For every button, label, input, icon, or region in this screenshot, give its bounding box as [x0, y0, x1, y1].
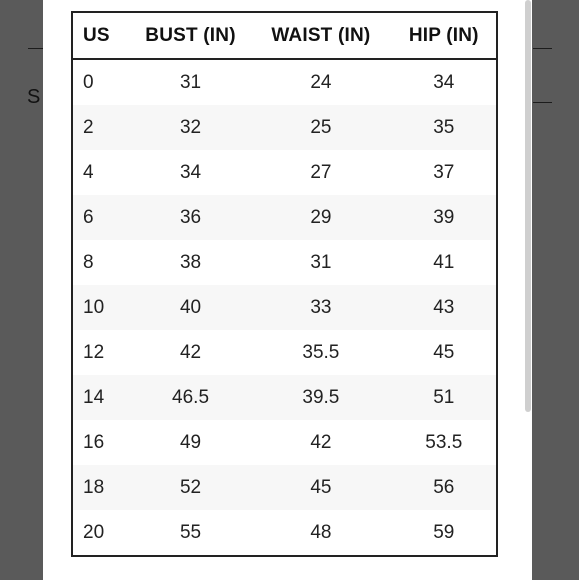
table-cell-waist: 24: [250, 59, 391, 105]
table-cell-hip: 45: [392, 330, 497, 375]
table-cell-hip: 51: [392, 375, 497, 420]
table-cell-bust: 49: [131, 420, 250, 465]
table-cell-waist: 31: [250, 240, 391, 285]
table-cell-us-size: 8: [72, 240, 131, 285]
background-divider-left: [28, 48, 44, 49]
table-cell-waist: 27: [250, 150, 391, 195]
table-cell-hip: 37: [392, 150, 497, 195]
table-cell-waist: 33: [250, 285, 391, 330]
table-row: [72, 465, 497, 510]
table-cell-waist: 42: [250, 420, 391, 465]
table-row: [72, 240, 497, 285]
table-row: [72, 420, 497, 465]
size-chart-body: [72, 59, 497, 556]
table-cell-us-size: 0: [72, 59, 131, 105]
table-cell-us-size: 6: [72, 195, 131, 240]
table-cell-waist: 29: [250, 195, 391, 240]
table-cell-us-size: 18: [72, 465, 131, 510]
size-chart-table: [71, 11, 498, 557]
column-header-us: US: [72, 12, 131, 59]
table-cell-us-size: 4: [72, 150, 131, 195]
column-header-hip: HIP (IN): [392, 12, 497, 59]
table-cell-bust: 36: [131, 195, 250, 240]
table-cell-bust: 52: [131, 465, 250, 510]
table-row: [72, 59, 497, 105]
table-row: [72, 195, 497, 240]
table-cell-hip: 59: [392, 510, 497, 556]
table-cell-bust: 46.5: [131, 375, 250, 420]
table-cell-us-size: 14: [72, 375, 131, 420]
table-cell-hip: 41: [392, 240, 497, 285]
table-cell-waist: 25: [250, 105, 391, 150]
table-cell-us-size: 2: [72, 105, 131, 150]
table-cell-bust: 40: [131, 285, 250, 330]
table-header-row: [72, 12, 497, 59]
table-row: [72, 330, 497, 375]
table-row: [72, 150, 497, 195]
table-cell-bust: 31: [131, 59, 250, 105]
table-cell-hip: 43: [392, 285, 497, 330]
table-cell-bust: 38: [131, 240, 250, 285]
background-divider-right-top: [533, 48, 552, 49]
table-row: [72, 285, 497, 330]
table-cell-waist: 39.5: [250, 375, 391, 420]
table-cell-us-size: 16: [72, 420, 131, 465]
table-cell-bust: 34: [131, 150, 250, 195]
column-header-waist: WAIST (IN): [250, 12, 391, 59]
table-cell-hip: 53.5: [392, 420, 497, 465]
background-divider-right-bottom: [533, 102, 552, 103]
table-cell-us-size: 12: [72, 330, 131, 375]
table-cell-hip: 35: [392, 105, 497, 150]
column-header-bust: BUST (IN): [131, 12, 250, 59]
background-partial-text: S: [27, 86, 41, 108]
table-row: [72, 105, 497, 150]
table-cell-bust: 32: [131, 105, 250, 150]
table-cell-bust: 55: [131, 510, 250, 556]
modal-scrollbar-thumb[interactable]: [525, 0, 531, 412]
table-cell-hip: 34: [392, 59, 497, 105]
table-cell-waist: 48: [250, 510, 391, 556]
table-cell-us-size: 20: [72, 510, 131, 556]
table-cell-hip: 56: [392, 465, 497, 510]
table-cell-waist: 45: [250, 465, 391, 510]
table-cell-us-size: 10: [72, 285, 131, 330]
table-cell-waist: 35.5: [250, 330, 391, 375]
table-row: [72, 510, 497, 556]
table-cell-bust: 42: [131, 330, 250, 375]
table-row: [72, 375, 497, 420]
table-cell-hip: 39: [392, 195, 497, 240]
